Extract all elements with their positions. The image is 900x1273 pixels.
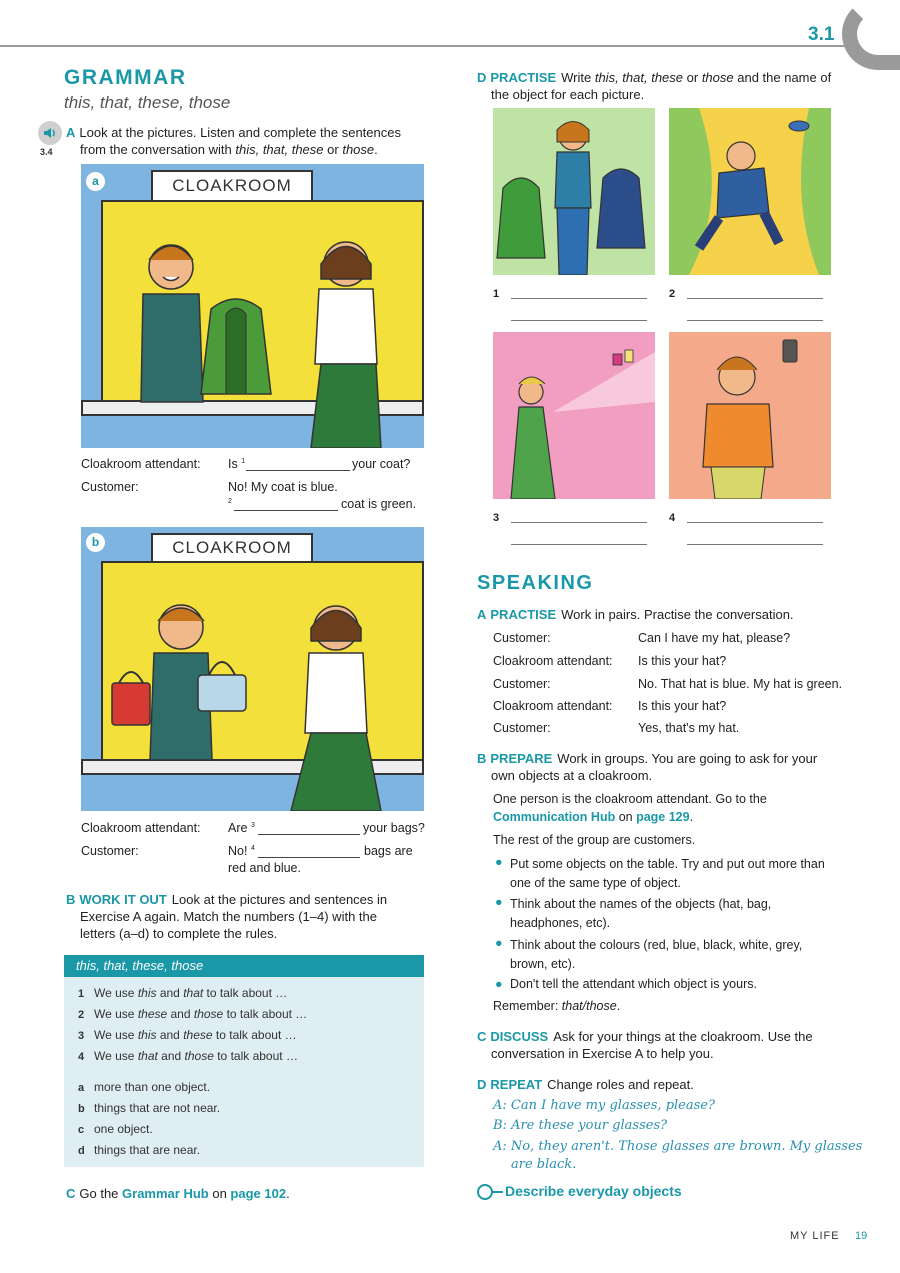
conversation-line: Yes, that's my hat.	[638, 721, 740, 735]
prepare-text-2: The rest of the group are customers.	[493, 833, 696, 847]
conversation-line: Is this your hat?	[638, 699, 727, 713]
answer-line-2a[interactable]	[687, 298, 823, 299]
blank-2[interactable]	[234, 510, 338, 511]
rule-numbered: 3 We use this and these to talk about …	[78, 1028, 297, 1042]
picture-number: 1	[493, 288, 500, 300]
picture-b	[81, 527, 424, 811]
footer-book: MY LIFE	[790, 1230, 840, 1242]
corner-decoration	[842, 0, 900, 70]
example-line: A: Can I have my glasses, please?	[493, 1098, 715, 1113]
answer-line-4a[interactable]	[687, 522, 823, 523]
bullet-text: Think about the names of the objects (hat, bag, headphones, etc).	[510, 897, 772, 930]
dialogue-a-line-1-end: your coat?	[352, 457, 411, 471]
conversation-speaker: Cloakroom attendant:	[493, 699, 613, 713]
audio-track-number: 3.4	[40, 147, 53, 157]
picture-badge: b	[86, 533, 105, 552]
bullet-item: ●	[495, 936, 503, 950]
cloakroom-sign: CLOAKROOM	[151, 533, 313, 563]
grammar-task-c: C Go the Grammar Hub on page 102.	[66, 1186, 290, 1201]
dialogue-a-line-2: No! My coat is blue.	[228, 480, 338, 494]
unit-number: 3.1	[808, 24, 835, 45]
blank-3[interactable]	[258, 834, 360, 835]
bullet-text: Put some objects on the table. Try and put out more than one of the same type of object.	[510, 857, 825, 890]
rule-lettered: c one object.	[78, 1122, 153, 1136]
rule-lettered: d things that are near.	[78, 1143, 201, 1157]
dialogue-a-speaker-2: Customer:	[81, 480, 139, 494]
goal-icon	[477, 1183, 503, 1204]
example-line: are black.	[511, 1157, 577, 1172]
dialogue-a-speaker-1: Cloakroom attendant:	[81, 457, 201, 471]
practise-task-d: D PRACTISE Write this, that, these or those and the name of the object for each picture.	[477, 70, 832, 102]
dialogue-a-line-1: Is $^1$	[228, 457, 246, 471]
conversation-line: Can I have my hat, please?	[638, 631, 791, 645]
conversation-speaker: Customer:	[493, 677, 551, 691]
communication-hub-link[interactable]: Communication Hub	[493, 810, 616, 824]
dialogue-b-line-2-end: bags are	[364, 844, 413, 858]
page-102-link[interactable]: page 102	[230, 1186, 287, 1201]
rule-numbered: 4 We use that and those to talk about …	[78, 1049, 298, 1063]
picture-badge: a	[86, 172, 105, 191]
header-rule	[0, 45, 845, 47]
goal-text: Describe everyday objects	[505, 1183, 682, 1199]
answer-line-4b[interactable]	[687, 544, 823, 545]
audio-icon[interactable]	[38, 121, 62, 145]
dialogue-b-line-1: Are $^3$	[228, 821, 255, 835]
blank-1[interactable]	[246, 470, 350, 471]
conversation-speaker: Cloakroom attendant:	[493, 654, 613, 668]
speaking-task-c: C DISCUSS Ask for your things at the cloakroom. Use the conversation in Exercise A to help you.	[477, 1029, 813, 1061]
example-line: B: Are these your glasses?	[493, 1118, 668, 1133]
rule-lettered: a more than one object.	[78, 1080, 211, 1094]
dialogue-b-line-1-end: your bags?	[363, 821, 425, 835]
answer-line-3b[interactable]	[511, 544, 647, 545]
remember-text: Remember: that/those.	[493, 999, 621, 1013]
bullet-item: ●	[495, 855, 503, 869]
dialogue-b-line-2: No! $^4$	[228, 844, 255, 858]
prepare-links: Communication Hub on page 129.	[493, 810, 694, 824]
conversation-speaker: Customer:	[493, 721, 551, 735]
answer-line-3a[interactable]	[511, 522, 647, 523]
page-number: 19	[855, 1230, 868, 1242]
answer-line-1b[interactable]	[511, 320, 647, 321]
bullet-text: Don't tell the attendant which object is yours.	[510, 977, 757, 991]
rule-numbered: 2 We use these and those to talk about …	[78, 1007, 308, 1021]
picture-a	[81, 164, 424, 448]
speaking-task-d: D REPEAT Change roles and repeat.	[477, 1077, 694, 1092]
picture-number: 4	[669, 512, 676, 524]
practise-picture-1	[493, 108, 655, 275]
cloakroom-sign: CLOAKROOM	[151, 170, 313, 202]
bullet-text: Think about the colours (red, blue, black, white, grey, brown, etc).	[510, 938, 803, 971]
practise-picture-4	[669, 332, 831, 499]
practise-picture-2	[669, 108, 831, 275]
answer-line-2b[interactable]	[687, 320, 823, 321]
dialogue-b-line-3: red and blue.	[228, 861, 301, 875]
picture-number: 3	[493, 512, 500, 524]
picture-number: 2	[669, 288, 676, 300]
dialogue-b-speaker-2: Customer:	[81, 844, 139, 858]
example-line: A: No, they aren't. Those glasses are brown. My glasses	[493, 1139, 863, 1154]
page-129-link[interactable]: page 129	[636, 810, 690, 824]
dialogue-b-speaker-1: Cloakroom attendant:	[81, 821, 201, 835]
rules-box-title: this, that, these, those	[64, 955, 424, 977]
prepare-text-1: One person is the cloakroom attendant. Go to the	[493, 792, 767, 806]
dialogue-a-line-3: 2	[228, 497, 232, 505]
dialogue-a-line-3-end: coat is green.	[341, 497, 417, 511]
grammar-task-a: A Look at the pictures. Listen and complete the sentences from the conversation with this, that, these or those.	[66, 125, 401, 157]
bullet-item: ●	[495, 977, 503, 991]
grammar-title: GRAMMAR	[64, 66, 187, 89]
grammar-task-b: B WORK IT OUT Look at the pictures and sentences in Exercise A again. Match the numbers (1–4) with the letters (a–d) to complete the rules.	[66, 892, 388, 941]
rule-lettered: b things that are not near.	[78, 1101, 221, 1115]
conversation-speaker: Customer:	[493, 631, 551, 645]
grammar-subtitle: this, that, these, those	[64, 93, 231, 112]
speaking-task-b: B PREPARE Work in groups. You are going to ask for your own objects at a cloakroom.	[477, 751, 818, 783]
blank-4[interactable]	[258, 857, 360, 858]
grammar-hub-link[interactable]: Grammar Hub	[122, 1186, 209, 1201]
speaking-title: SPEAKING	[477, 572, 594, 594]
answer-line-1a[interactable]	[511, 298, 647, 299]
rule-numbered: 1 We use this and that to talk about …	[78, 986, 288, 1000]
conversation-line: Is this your hat?	[638, 654, 727, 668]
speaking-task-a: A PRACTISE Work in pairs. Practise the conversation.	[477, 607, 794, 622]
conversation-line: No. That hat is blue. My hat is green.	[638, 677, 843, 691]
practise-picture-3	[493, 332, 655, 499]
bullet-item: ●	[495, 895, 503, 909]
